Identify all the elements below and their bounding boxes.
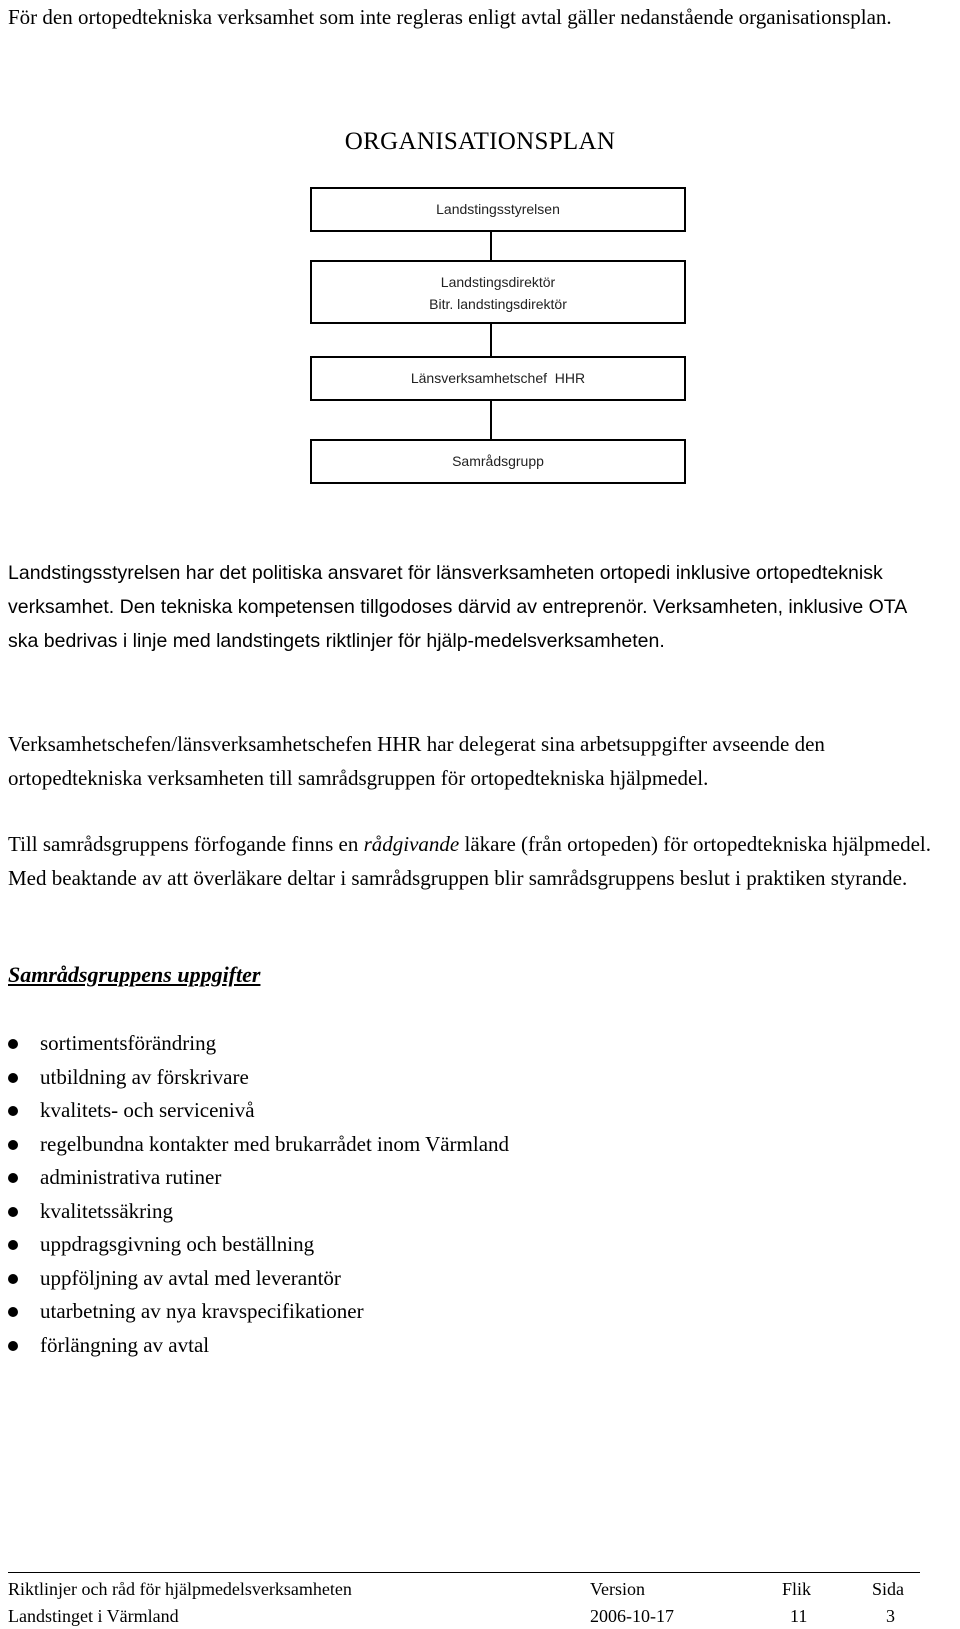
footer-doc-title: Riktlinjer och råd för hjälpmedelsverksamheten — [8, 1579, 352, 1599]
org-box-landstingsstyrelsen — [310, 187, 686, 232]
list-item: uppföljning av avtal med leverantör — [8, 1262, 509, 1296]
org-box-label: Samrådsgrupp — [452, 453, 544, 469]
footer-flik-value: 11 — [790, 1606, 808, 1626]
org-box-label: Landstingsstyrelsen — [436, 201, 560, 217]
org-connector — [490, 232, 492, 260]
footer-sida-label: Sida — [872, 1579, 905, 1599]
footer-divider — [8, 1572, 920, 1573]
org-connector — [490, 401, 492, 439]
footer-version-value: 2006-10-17 — [590, 1606, 674, 1626]
footer-sida-value: 3 — [886, 1606, 895, 1626]
paragraph-advisor-part2: läkare (från ortopeden) för ortopedtekniska hjälpmedel. Med beaktande av att överläkare deltar i samrådsgruppen blir samrådsgruppens beslut i praktiken styrande. — [8, 832, 931, 890]
list-item: förlängning av avtal — [8, 1329, 509, 1363]
tasks-heading: Samrådsgruppens uppgifter — [8, 962, 261, 987]
list-item: utarbetning av nya kravspecifikationer — [8, 1295, 509, 1329]
footer-organization: Landstinget i Värmland — [8, 1606, 179, 1626]
org-box-label: Länsverksamhetschef HHR — [410, 370, 586, 386]
org-box-sublabel: Bitr. landstingsdirektör — [429, 296, 567, 312]
org-plan-title: ORGANISATIONSPLAN — [344, 128, 616, 155]
list-item: utbildning av förskrivare — [8, 1061, 509, 1095]
list-item: uppdragsgivning och beställning — [8, 1228, 509, 1262]
org-connector — [490, 324, 492, 356]
list-item: sortimentsförändring — [8, 1027, 509, 1061]
intro-text: För den ortopedtekniska verksamhet som inte regleras enligt avtal gäller nedanstående organisationsplan. — [8, 5, 892, 29]
list-item: administrativa rutiner — [8, 1161, 509, 1195]
org-box-label: Landstingsdirektör — [440, 274, 556, 290]
paragraph-advisor — [8, 827, 948, 895]
paragraph-delegation: Verksamhetschefen/länsverksamhetschefen HHR har delegerat sina arbetsuppgifter avseende den ortopedtekniska verksamheten till samrådsgruppen för ortopedtekniska hjälpmedel. — [8, 732, 825, 790]
list-item: kvalitets- och servicenivå — [8, 1094, 509, 1128]
paragraph-advisor-part1: Till samrådsgruppens förfogande finns en — [8, 832, 364, 856]
paragraph-advisor-emphasis: rådgivande — [363, 832, 460, 856]
list-item: kvalitetssäkring — [8, 1195, 509, 1229]
org-box-landstingsdirektor — [310, 260, 686, 324]
paragraph-responsibility: Landstingsstyrelsen har det politiska ansvaret för länsverksamheten ortopedi inklusive ortopedteknisk verksamhet. Den tekniska kompetensen tillgodoses därvid av entreprenör. Verksamheten, inklusive OTA ska bedrivas i linje med landstingets riktlinjer för hjälp-medelsverksamheten. — [8, 562, 907, 652]
list-item: regelbundna kontakter med brukarrådet inom Värmland — [8, 1128, 509, 1162]
footer-flik-label: Flik — [782, 1579, 812, 1599]
tasks-list — [8, 1027, 509, 1362]
org-box-samradsgrupp — [310, 439, 686, 484]
org-box-lansverksamhetschef — [310, 356, 686, 401]
footer-version-label: Version — [590, 1579, 645, 1599]
